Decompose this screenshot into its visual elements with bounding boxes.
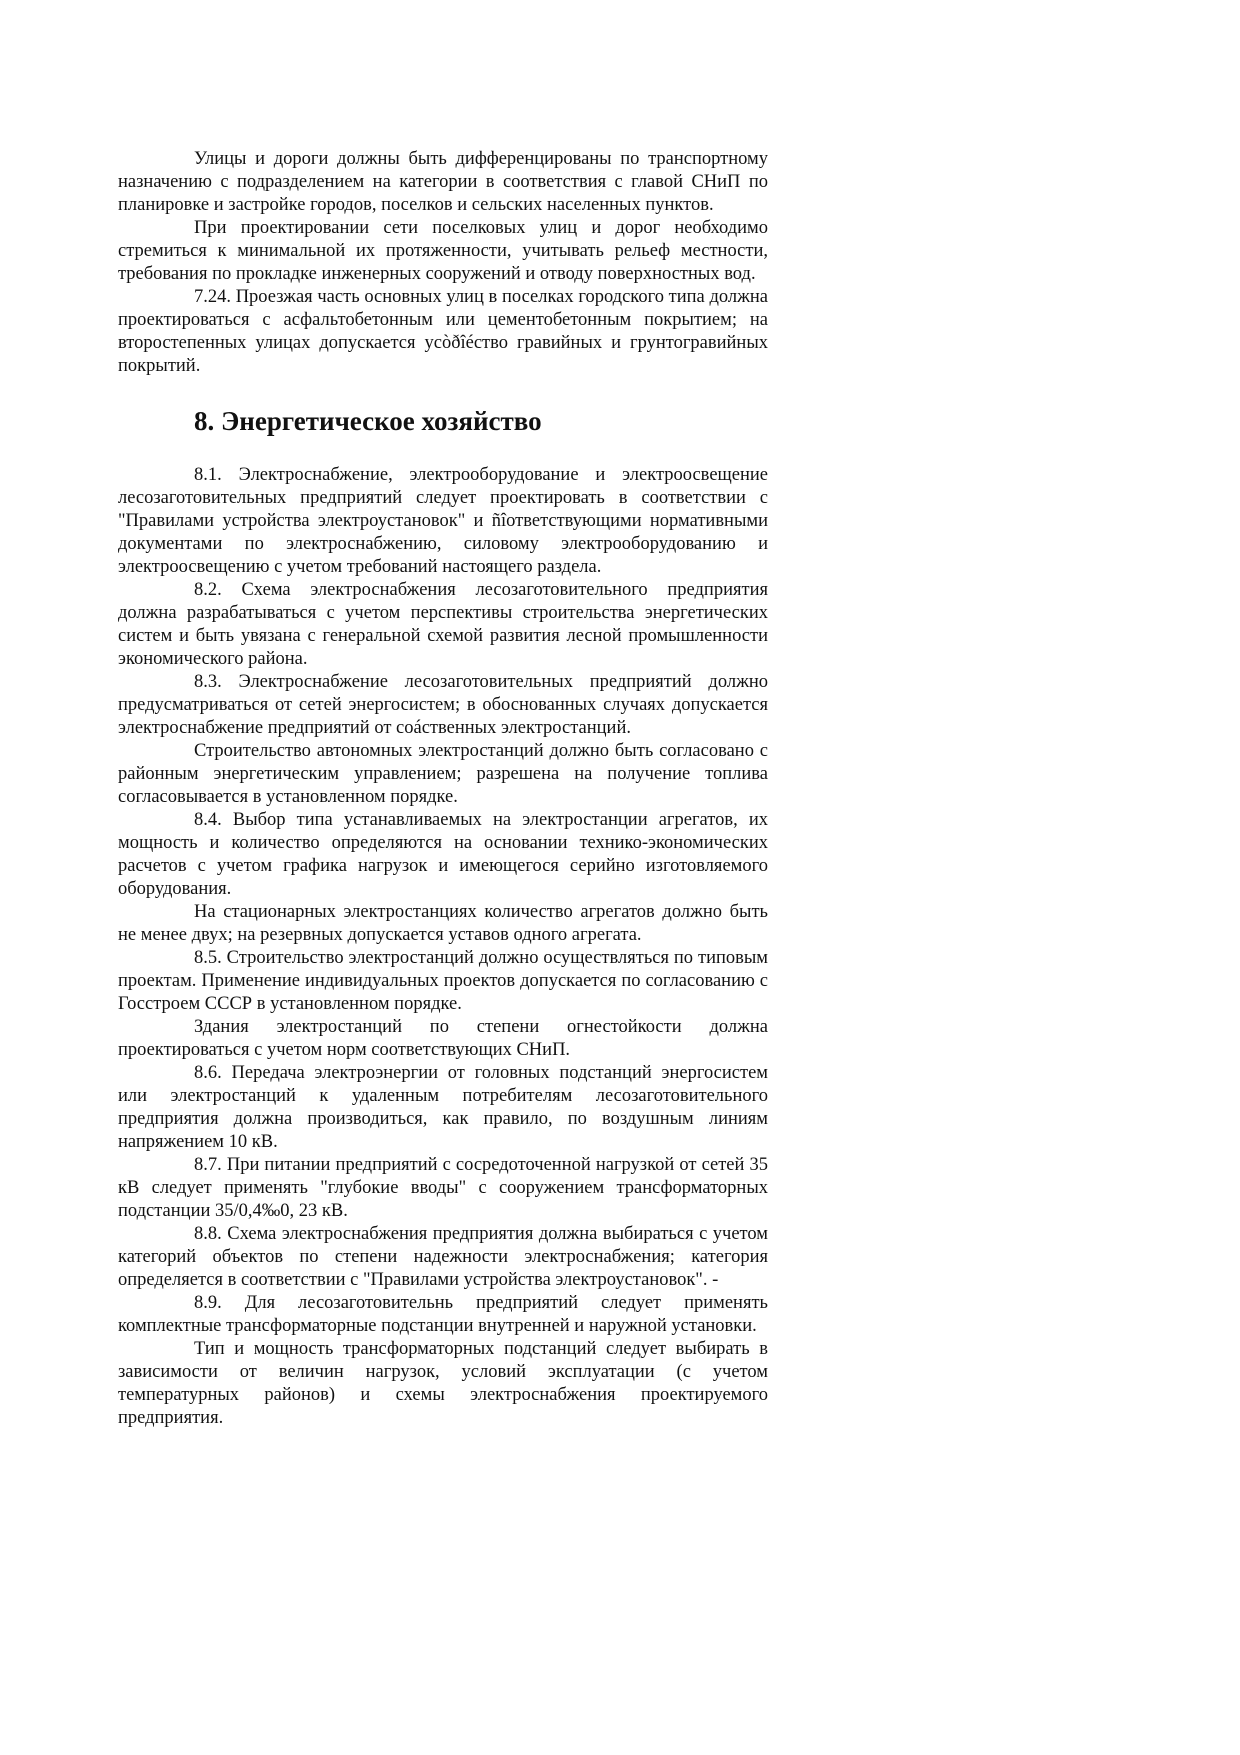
paragraph-stationary-plants: На стационарных электростанциях количество агрегатов должно быть не менее двух; на резервных допускается уставов одного агрегата. xyxy=(118,902,768,945)
paragraph-7-24: 7.24. Проезжая часть основных улиц в поселках городского типа должна проектироваться с асфальтобетонным или цементобетонным покрытием; на второстепенных улицах допускается усòðîéство гравийных и грунтогравийных покрытий. xyxy=(118,287,768,376)
document-page xyxy=(118,148,768,1430)
section-7-continuation xyxy=(118,148,768,378)
paragraph-8-8: 8.8. Схема электроснабжения предприятия должна выбираться с учетом категорий объектов по степени надежности электроснабжения; категория определяется в соответствии с "Правилами устройства электроустановок". - xyxy=(118,1224,768,1290)
paragraph-8-4: 8.4. Выбор типа устанавливаемых на электростанции агрегатов, их мощность и количество определяются на основании технико-экономических расчетов с учетом графика нагрузок и имеющегося серийно изготовляемого оборудования. xyxy=(118,810,768,899)
paragraph-8-9: 8.9. Для лесозаготовительнь предприятий следует применять комплектные трансформаторные подстанции внутренней и наружной установки. xyxy=(118,1293,768,1336)
paragraph-8-7: 8.7. При питании предприятий с сосредоточенной нагрузкой от сетей 35 кВ следует применять "глубокие вводы" с сооружением трансформаторных подстанции 35/0,4‰0, 23 кВ. xyxy=(118,1155,768,1221)
paragraph-autonomous-plants: Строительство автономных электростанций должно быть согласовано с районным энергетическим управлением; разрешена на получение топлива согласовывается в установленном порядке. xyxy=(118,741,768,807)
paragraph-8-1: 8.1. Электроснабжение, электрооборудование и электроосвещение лесозаготовительных предприятий следует проектировать в соответствии с "Правилами устройства электроустановок" и ñîответствующими нормативными документами по электроснабжению, силовому электрооборудованию и электроосвещению с учетом требований настоящего раздела. xyxy=(118,465,768,577)
section-8-body xyxy=(118,464,768,1430)
paragraph-fire-resistance: Здания электростанций по степени огнестойкости должна проектироваться с учетом норм соответствующих СНиП. xyxy=(118,1017,768,1060)
paragraph-8-5: 8.5. Строительство электростанций должно осуществляться по типовым проектам. Применение индивидуальных проектов допускается по согласованию с Госстроем СССР в установленном порядке. xyxy=(118,948,768,1014)
paragraph-streets-differentiation: Улицы и дороги должны быть дифференцированы по транспортному назначению с подразделением на категории в соответствия с главой СНиП по планировке и застройке городов, поселков и сельских населенных пунктов. xyxy=(118,149,768,215)
paragraph-street-network-design: При проектировании сети поселковых улиц и дорог необходимо стремиться к минимальной их протяженности, учитывать рельеф местности, требования по прокладке инженерных сооружений и отводу поверхностных вод. xyxy=(118,218,768,284)
paragraph-8-2: 8.2. Схема электроснабжения лесозаготовительного предприятия должна разрабатываться с учетом перспективы строительства энергетических систем и быть увязана с генеральной схемой развития лесной промышленности экономического района. xyxy=(118,580,768,669)
paragraph-8-3: 8.3. Электроснабжение лесозаготовительных предприятий должно предусматриваться от сетей энергосистем; в обоснованных случаях допускается электроснабжение предприятий от соáственных электростанций. xyxy=(118,672,768,738)
paragraph-transformer-type: Тип и мощность трансформаторных подстанций следует выбирать в зависимости от величин нагрузок, условий эксплуатации (с учетом температурных районов) и схемы электроснабжения проектируемого предприятия. xyxy=(118,1339,768,1428)
paragraph-8-6: 8.6. Передача электроэнергии от головных подстанций энергосистем или электростанций к удаленным потребителям лесозаготовительного предприятия должна производиться, как правило, по воздушным линиям напряжением 10 кВ. xyxy=(118,1063,768,1152)
section-8-heading: 8. Энергетическое хозяйство xyxy=(194,406,542,436)
